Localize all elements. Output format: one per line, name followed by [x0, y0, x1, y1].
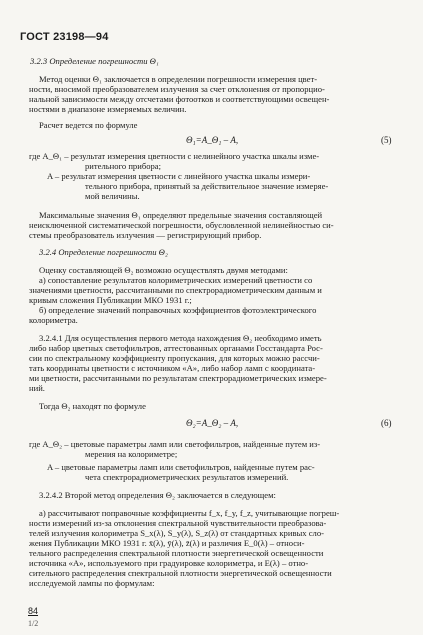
formula-intro: Тогда Θ₂ находят по формуле	[39, 401, 146, 411]
paragraph-line: ми цветности, рассчитанными по результатам спектрорадиометрических измере-	[29, 373, 327, 383]
formula-number-6: (6)	[381, 418, 392, 428]
formula-intro: Расчет ведется по формуле	[39, 120, 138, 130]
paragraph-line: стемы преобразователь излучения — регистрирующий прибор.	[29, 230, 262, 240]
document-header: ГОСТ 23198—94	[20, 31, 109, 43]
paragraph-line: а) сопоставление результатов колориметрических измерений цветности со	[39, 275, 313, 285]
where-line: где A_Θ₁ – результат измерения цветности с нелинейного участка шкалы изме-	[29, 151, 320, 161]
where-line: мой величины.	[85, 191, 140, 201]
paragraph-line: либо набор цветных светофильтров, аттестованных органами Госстандарта Рос-	[29, 343, 323, 353]
paragraph-line: тельного распределения спектральной плотности энергетической освещенности	[29, 548, 324, 558]
paragraph-line: ний.	[29, 383, 45, 393]
paragraph-line: Метод оценки Θ₁ заключается в определении погрешности измерения цвет-	[39, 74, 318, 84]
where-line: мерения на колориметре;	[85, 449, 178, 459]
paragraph-line: ностями в диапазоне измеряемых величин.	[29, 104, 187, 114]
where-line: A – цветовые параметры ламп или светофильтров, найденные путем рас-	[47, 462, 315, 472]
where-line: чета спектрорадиометрических результатов измерений.	[85, 472, 289, 482]
paragraph-line: б) определение значений поправочных коэффициентов фотоэлектрического	[39, 305, 317, 315]
paragraph-line: сии по спектральному коэффициенту пропускания, для которых можно рассчи-	[29, 353, 320, 363]
paragraph-line: ности, вносимой преобразователем излучения за счет отклонения от пропорцио-	[29, 84, 325, 94]
paragraph-line: значениями цветности, рассчитанными по спектрорадиометрическим данным и	[29, 285, 322, 295]
paragraph-line: неисключенной систематической погрешности, обусловленной нелинейностью си-	[29, 220, 334, 230]
paragraph-line: телей излучения колориметра S_x(λ), S_y(λ), S_z(λ) от стандартных кривых сло-	[29, 528, 324, 538]
formula-number-5: (5)	[381, 135, 392, 145]
where-line: где A_Θ₂ – цветовые параметры ламп или светофильтров, найденные путем из-	[29, 439, 321, 449]
paragraph-line: жения Публикации МКО 1931 г. x̄(λ), ȳ(λ), z̄(λ) и различия E_0(λ) – относи-	[29, 538, 305, 548]
paragraph-line: тать координаты цветности с источником «A», либо набор ламп с координата-	[29, 363, 316, 373]
paragraph-line: сительного распределения спектральной плотности энергетической освещенности	[29, 568, 332, 578]
paragraph-line: Максимальные значения Θ₁ определяют предельные значения составляющей	[39, 210, 323, 220]
paragraph-line: ности измерений из-за отклонения спектральной чувствительности преобразова-	[29, 518, 327, 528]
where-line: A – результат измерения цветности с линейного участка шкалы измери-	[47, 171, 311, 181]
paragraph-line: нальной зависимости между отсчетами фотоотков и соответствующими освещен-	[29, 94, 330, 104]
paragraph-line: 3.2.4.1 Для осуществления первого метода нахождения Θ₂ необходимо иметь	[39, 333, 322, 343]
formula-6: Θ₂=A_Θ₂ – A,	[186, 418, 239, 428]
where-line: тельного прибора, принятый за действительное значение измеряе-	[85, 181, 329, 191]
paragraph-line: кривым сложения Публикации МКО 1931 г.;	[29, 295, 192, 305]
section-heading-323: 3.2.3 Определение погрешности Θ₁	[30, 56, 159, 66]
paragraph-line: 3.2.4.2 Второй метод определения Θ₂ заключается в следующем:	[39, 490, 276, 500]
where-line: рительного прибора;	[85, 161, 161, 171]
paragraph-line: колориметра.	[29, 315, 78, 325]
page-number: 84	[28, 606, 39, 616]
paragraph-line: Оценку составляющей Θ₂ возможно осуществлять двумя методами:	[39, 265, 288, 275]
section-heading-324: 3.2.4 Определение погрешности Θ₂	[39, 247, 168, 257]
paragraph-line: а) рассчитывают поправочные коэффициенты f_x, f_y, f_z, учитывающие погреш-	[39, 508, 340, 518]
paragraph-line: источника «A», используемого при градуировке колориметра, и E(λ) – отно-	[29, 558, 309, 568]
paragraph-line: исследуемой лампы по формулам:	[29, 578, 155, 588]
handwritten-mark: 1/2	[28, 619, 39, 628]
formula-5: Θ₁=A_Θ₁ – A,	[186, 135, 239, 145]
